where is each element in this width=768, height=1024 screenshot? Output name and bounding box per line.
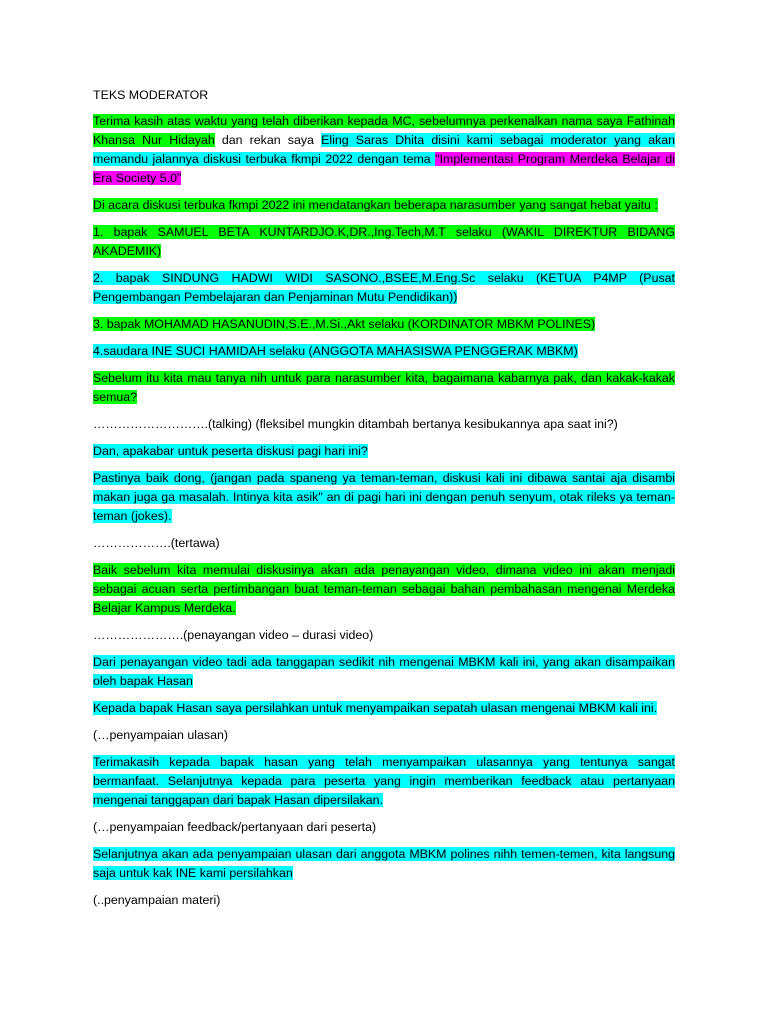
speaker-1 <box>93 223 675 261</box>
document-page <box>93 86 675 918</box>
icebreaker-paragraph <box>93 469 675 526</box>
response-text: Dari penayangan video tadi ada tanggapan sedikit nih mengenai MBKM kali ini, yang akan disampaikan oleh bapak Hasan <box>93 655 675 688</box>
speaker-4 <box>93 342 675 361</box>
audience-question-text: Dan, apakabar untuk peserta diskusi pagi hari ini? <box>93 444 368 458</box>
document-title: TEKS MODERATOR <box>93 88 209 102</box>
invitation-text: Kepada bapak Hasan saya persilahkan untuk menyampaikan sepatah ulasan mengenai MBKM kali ini. <box>93 701 658 715</box>
intro-theme: "Implementasi Program Merdeka Belajar di Era Society 5.0" <box>93 152 675 185</box>
next-speaker-paragraph <box>93 845 675 883</box>
speakers-intro <box>93 196 675 215</box>
speakers-intro-text: Di acara diskusi terbuka fkmpi 2022 ini mendatangkan beberapa narasumber yang sangat hebat yaitu : <box>93 198 658 212</box>
note-feedback: (…penyampaian feedback/pertanyaan dari peserta) <box>93 820 377 834</box>
thanks-text: Terimakasih kepada bapak hasan yang telah menyampaikan ulasannya yang tentunya sangat bermanfaat. Selanjutnya kepada para peserta yang ingin memberikan feedback atau pertanyaan mengenai tanggapan dari bapak Hasan dipersilakan. <box>93 755 675 807</box>
note-talking: ……………………….(talking) (fleksibel mungkin ditambah bertanya kesibukannya apa saat ini?) <box>93 417 618 431</box>
greeting-text: Sebelum itu kita mau tanya nih untuk para narasumber kita, bagaimana kabarnya pak, dan kakak-kakak semua? <box>93 371 675 404</box>
speaker-2 <box>93 269 675 307</box>
greeting-paragraph <box>93 369 675 407</box>
video-intro-text: Baik sebelum kita memulai diskusinya akan ada penayangan video, dimana video ini akan menjadi sebagai acuan serta pertimbangan buat teman-teman sebagai bahan pembahasan mengenai Merdeka Belajar Kampus Merdeka. <box>93 563 675 615</box>
note-laugh: ……………….(tertawa) <box>93 536 220 550</box>
intro-part-c: Eling Saras Dhita disini kami sebagai moderator yang akan memandu jalannya diskusi terbuka fkmpi 2022 dengan tema <box>93 133 675 166</box>
note-video: ………………….(penayangan video – durasi video) <box>93 628 374 642</box>
next-speaker-text: Selanjutnya akan ada penyampaian ulasan dari anggota MBKM polines nihh temen-temen, kita langsung saja untuk kak INE kami persilahkan <box>93 847 675 880</box>
response-paragraph <box>93 653 675 691</box>
speaker-3 <box>93 315 675 334</box>
speaker-1-text: 1. bapak SAMUEL BETA KUNTARDJO.K,DR.,Ing.Tech,M.T selaku (WAKIL DIREKTUR BIDANG AKADEMIK) <box>93 225 675 258</box>
video-intro-paragraph <box>93 561 675 618</box>
invitation-paragraph <box>93 699 675 718</box>
audience-question <box>93 442 675 461</box>
intro-paragraph <box>93 112 675 188</box>
thanks-paragraph <box>93 753 675 810</box>
note-review: (…penyampaian ulasan) <box>93 728 228 742</box>
note-material: (..penyampaian materi) <box>93 893 221 907</box>
icebreaker-text: Pastinya baik dong, (jangan pada spaneng ya teman-teman, diskusi kali ini dibawa santai aja disambi makan juga ga masalah. Intinya kita asik" an di pagi hari ini dengan penuh senyum, otak rileks ya teman-teman (jokes). <box>93 471 675 523</box>
speaker-4-text: 4.saudara INE SUCI HAMIDAH selaku (ANGGOTA MAHASISWA PENGGERAK MBKM) <box>93 344 578 358</box>
intro-part-b: dan rekan saya <box>214 133 322 147</box>
intro-part-a: Terima kasih atas waktu yang telah diberikan kepada MC, sebelumnya perkenalkan nama saya Fathinah Khansa Nur Hidayah <box>93 114 675 147</box>
speaker-3-text: 3. bapak MOHAMAD HASANUDIN,S.E.,M.Si.,Akt selaku (KORDINATOR MBKM POLINES) <box>93 317 596 331</box>
speaker-2-text: 2. bapak SINDUNG HADWI WIDI SASONO.,BSEE,M.Eng.Sc selaku (KETUA P4MP (Pusat Pengembangan Pembelajaran dan Penjaminan Mutu Pendidikan)) <box>93 271 675 304</box>
